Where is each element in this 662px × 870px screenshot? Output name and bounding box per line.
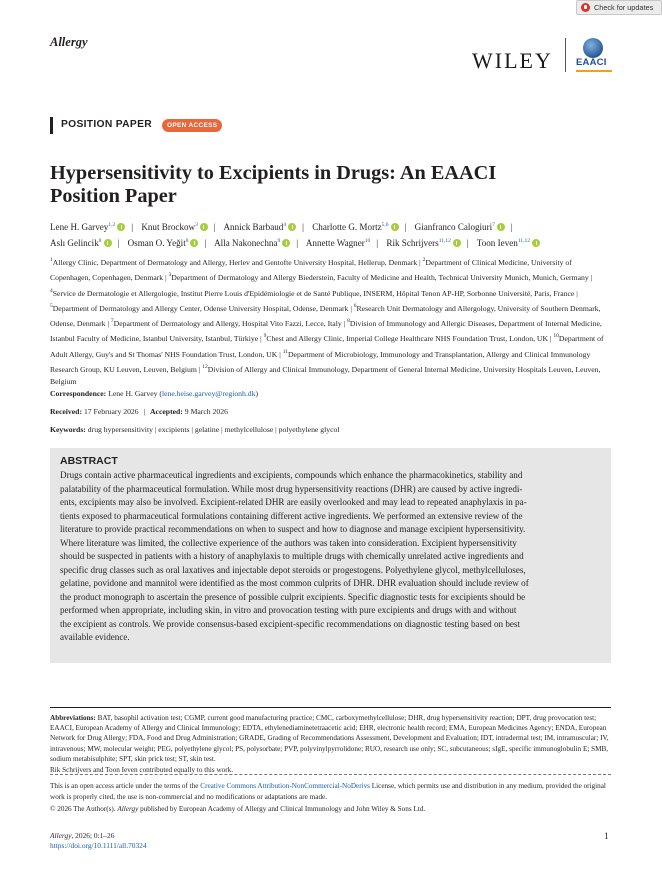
abstract-line: tients exposed to pharmaceutical formulations containing different active ingredients. We performed an extensive review of the xyxy=(60,510,523,521)
open-access-badge: OPEN ACCESS xyxy=(162,119,222,132)
abstract-line: ents, excipients may also be involved. Excipient-related DHR are easily overlooked and may lead to repeated anaphylaxis in pa- xyxy=(60,497,527,507)
license-pre: This is an open access article under the terms of the xyxy=(50,782,201,790)
doi-link[interactable]: https://doi.org/10.1111/all.70324 xyxy=(50,841,147,850)
accepted-date: 9 March 2026 xyxy=(184,407,228,416)
wiley-logo: WILEY xyxy=(472,48,553,73)
abstract-line: gelatine, povidone and mannitol were identified as the most common culprits of DHR. DHR evaluation should include review of xyxy=(60,578,529,588)
orcid-icon[interactable] xyxy=(288,223,296,231)
author-affil-sup: 11,12 xyxy=(438,238,451,244)
author-name[interactable]: Charlotte G. Mortz xyxy=(312,222,382,232)
copyright-journal: Allergy xyxy=(117,804,139,813)
page-number: 1 xyxy=(604,832,609,842)
abstract-line: performed when appropriate, including skin, in vitro and provocation testing with pure excipients and drugs with and without xyxy=(60,605,517,615)
author-name[interactable]: Alla Nakonechna xyxy=(214,238,278,248)
keywords-list: drug hypersensitivity | excipients | gelatine | methylcellulose | polyethylene glycol xyxy=(87,425,340,434)
eaaci-logo-underline xyxy=(576,70,612,72)
affil-sup: 5 xyxy=(50,302,53,309)
affil-sup: 1 xyxy=(50,257,53,263)
author-separator: | xyxy=(302,222,304,232)
correspondence-label: Correspondence: xyxy=(50,389,107,398)
author-affil-sup: 8 xyxy=(185,238,189,244)
title-line-1: Hypersensitivity to Excipients in Drugs: An EAACI xyxy=(50,162,497,184)
abstract-line: specific drug classes such as oral laxatives and injectable depot steroids or progestogens. Polyethylene glycol, methylcelluloses, xyxy=(60,564,526,575)
author-affil-sup: 4 xyxy=(283,222,287,228)
abstract-heading: ABSTRACT xyxy=(60,455,118,467)
affiliation: Department of Adult Allergy, Guy's and St Thomas' NHS Foundation Trust, London, UK xyxy=(50,334,604,359)
copyright-post: published by European Academy of Allergy and Clinical Immunology and John Wiley & Sons Ltd. xyxy=(138,804,426,813)
affiliation: Department of Clinical Medicine, University of Copenhagen, Copenhagen, Denmark xyxy=(50,258,572,283)
author-separator: | xyxy=(466,238,469,248)
logo-divider xyxy=(565,38,566,72)
date-separator: | xyxy=(143,407,146,416)
author-name[interactable]: Knut Brockow xyxy=(141,222,196,232)
abstract-line: palatability of the pharmaceutical formulation. While most drug hypersensitivity reactions (DHR) are caused by active ingredi- xyxy=(60,483,523,494)
author-separator: | xyxy=(404,222,407,232)
abstract-body xyxy=(60,469,603,645)
license-statement xyxy=(50,781,612,804)
footnote-rule xyxy=(50,707,611,708)
author-name[interactable]: Gianfranco Calogiuri xyxy=(414,222,493,232)
eaaci-logo xyxy=(575,38,615,74)
abbrev-label: Abbreviations: xyxy=(50,714,96,722)
affiliation: Division of Allergy and Clinical Immunology, Department of General Internal Medicine, University Hospitals Leuven, Leuven, Belgium xyxy=(50,365,601,387)
abstract-line: available evidence. xyxy=(60,632,130,642)
correspondence-close: ) xyxy=(255,389,259,398)
page-footer xyxy=(50,831,147,851)
abstract-line: Drugs contain active pharmaceutical ingredients and excipients, compounds which enhance the pharmacokinetics, stability and xyxy=(60,470,523,480)
affiliation: Department of Dermatology and Allergy Biederstein, Faculty of Medicine and Health, Technical University Munich, Munich, Germany xyxy=(171,273,589,283)
affil-sup: 10 xyxy=(553,333,559,340)
orcid-icon[interactable] xyxy=(117,223,125,231)
affil-sup: 4 xyxy=(50,287,53,294)
affil-sup: 2 xyxy=(422,257,426,263)
orcid-icon[interactable] xyxy=(190,239,198,247)
orcid-icon[interactable] xyxy=(200,223,208,231)
orcid-icon[interactable] xyxy=(104,239,112,247)
orcid-icon[interactable] xyxy=(282,239,290,247)
author-name[interactable]: Toon Ieven xyxy=(476,238,518,248)
abstract-line: literature to provide practical recommendations on when to suspect and how to diagnose and manage excipient hypersensitivity. xyxy=(60,524,526,534)
affil-sup: 12 xyxy=(202,364,208,371)
affil-sup: 9 xyxy=(263,333,267,340)
license-post: License, which permits use and distribution in any medium, provided the original work is properly cited, the use is non-commercial and no modifications or adaptations are made. xyxy=(50,782,606,802)
author-name[interactable]: Annick Barbaud xyxy=(223,222,284,232)
check-updates-label: Check for updates xyxy=(594,3,654,12)
affil-sup: 3 xyxy=(168,272,172,279)
author-affil-sup: 10 xyxy=(364,238,371,244)
author-separator: | xyxy=(510,222,513,232)
author-list xyxy=(50,218,615,250)
author-affil-sup: 1,2 xyxy=(108,222,116,228)
affiliations: $^1$Allergy Clinic, Department of Dermatology and Allergy, Herlev and Gentofte University Hospital, Hellerup, Denmark | $^2$Department of Clinical Medicine, University of Copenhagen, Copenhagen, Denmark | $^3$Department of Dermatology and Allergy Biederstein, Faculty of Medicine and Health, Technical University Munich, Munich, Germany | $^4$Service de Dermatologie et Allergologie, Institut Pierre Louis d'Epidémiologie et de Santé Publique, INSERM, Hôpital Tenon AP-HP, Sorbonne Université, Paris, France | $^5$Department of Dermatology and Allergy Center, Odense University Hospital, Odense, Denmark | $^6$Research Unit Dermatology and Allergology, University of Southern Denmark, Odense, Denmark | $^7$Department of Dermatology and Allergy, Hospital Vito Fazzi, Lecce, Italy | $^8$Division of Immunology and Allergic Diseases, Department of Internal Medicine, Istanbul Faculty of Medicine, Istanbul University, Istanbul, Türkiye | $^9$Chest and Allergy Clinic, Imperial College Healthcare NHS Foundation Trust, London, UK | $^{10}$Department of Adult Allergy, Guy's and St Thomas' NHS Foundation Trust, London, UK | $^{11}$Department of Microbiology, Immunology and Transplantation, Allergy and Clinical Immunology Research Group, KU Leuven, Leuven, Belgium | $^{12}$Division of Allergy and Clinical Immunology, Department of General Internal Medicine, University Hospitals Leuven, Leuven, Belgium xyxy=(50,257,604,387)
journal-name: Allergy xyxy=(50,35,88,49)
author-name[interactable]: Aslı Gelincik xyxy=(50,238,99,248)
dates xyxy=(50,407,228,416)
author-separator: | xyxy=(296,238,299,248)
affiliation: Department of Microbiology, Immunology and Transplantation, Allergy and Clinical Immunology Research Group, KU Leuven, Leuven, Belgium xyxy=(50,349,591,375)
author-separator: | xyxy=(213,222,216,232)
orcid-icon[interactable] xyxy=(497,223,505,231)
copyright xyxy=(50,804,612,815)
cc-license-link[interactable]: Creative Commons Attribution-NonCommercial-NoDerivs xyxy=(200,782,370,790)
article-type-label: POSITION PAPER xyxy=(61,119,152,130)
author-separator: | xyxy=(131,222,134,232)
affil-sup: 11 xyxy=(282,348,288,355)
affil-sup: 8 xyxy=(347,318,350,325)
affil-sup: 6 xyxy=(353,302,357,309)
license-divider xyxy=(50,774,611,775)
author-separator: | xyxy=(376,238,379,248)
keywords xyxy=(50,425,339,434)
abbreviations xyxy=(50,713,612,775)
author-name[interactable]: Osman O. Yeğit xyxy=(127,238,186,248)
received-date: 17 February 2026 xyxy=(83,407,139,416)
orcid-icon[interactable] xyxy=(532,239,540,247)
author-affil-sup: 11,12 xyxy=(517,238,530,244)
affil-sup: 7 xyxy=(110,318,114,325)
check-for-updates-badge[interactable] xyxy=(576,0,662,15)
eaaci-globe-icon xyxy=(583,38,603,58)
abbrev-text: BAT, basophil activation test; CGMP, current good manufacturing practice; CMC, carboxymethylcellulose; DHR, drug hypersensitivity reaction; DPT, drug provocation test; EAACI, European Academy of Allergy and Clinical Immunology; EDTA, ethylenediaminetetraacetic acid; EHR, electronic health record; EMA, European Medicines Agency; ENDA, European Network for Drug Allergy; FDA, Food and Drug Administration; GRADE, Grading of Recommendations Assessment, Development and Evaluation; IDT, intradermal test; IM, intramuscular; IV, intravenous; MW, molecular weight; PEG, polyethylene glycol; PS, polysorbate; PVP, polyvinylpyrrolidone; RUO, research use only; SC, subcutaneous; sIgE, specific immunoglobulin E; SMB, sodium metabisulphite; SPT, skin prick test; ST, skin test. xyxy=(50,714,609,763)
copyright-pre: © 2026 The Author(s). xyxy=(50,804,118,813)
correspondence xyxy=(50,389,258,398)
author-separator: | xyxy=(204,238,207,248)
author-affil-sup: 7 xyxy=(492,222,495,228)
abstract-line: Where literature was limited, the collective experience of the authors was taken into consideration. Excipient hypersensitivity xyxy=(60,537,517,548)
equal-contribution-note: Rik Schrijvers and Toon Ieven contributed equally to this work. xyxy=(50,766,234,775)
title-line-2: Position Paper xyxy=(50,185,177,207)
abstract-line: should be suspected in patients with a history of anaphylaxis to multiple drugs with chemically unrelated active ingredients and xyxy=(60,551,524,561)
license-notice xyxy=(50,781,612,815)
affiliation: Allergy Clinic, Department of Dermatology and Allergy, Herlev and Gentofte University Hospital, Hellerup, Denmark xyxy=(52,258,418,267)
orcid-icon[interactable] xyxy=(453,239,461,247)
affiliation: Department of Dermatology and Allergy, Hospital Vito Fazzi, Lecce, Italy xyxy=(113,319,342,329)
affiliation: Research Unit Dermatology and Allergology, University of Southern Denmark, Odense, Denmark xyxy=(50,303,601,329)
footer-journal: Allergy xyxy=(50,831,72,840)
author-affil-sup: 9 xyxy=(277,238,281,244)
orcid-icon[interactable] xyxy=(391,223,399,231)
author-line-2 xyxy=(50,234,615,250)
author-line-1 xyxy=(50,218,615,234)
author-name[interactable]: Lene H. Garvey xyxy=(50,222,109,232)
eaaci-logo-text: EAACI xyxy=(576,57,607,68)
affiliation: Division of Immunology and Allergic Diseases, Department of Internal Medicine, Istanbul Faculty of Medicine, Istanbul University, Istanbul, Türkiye xyxy=(50,319,602,344)
author-affil-sup: 8 xyxy=(98,238,102,244)
check-updates-icon xyxy=(581,3,590,12)
received-label: Received: xyxy=(50,407,83,416)
affiliation: Department of Dermatology and Allergy Center, Odense University Hospital, Odense, Denmark xyxy=(52,303,349,313)
author-affil-sup: 5,6 xyxy=(381,222,389,228)
footer-citation: , 2026; 0:1–26 xyxy=(71,831,115,840)
correspondence-email-link[interactable]: lene.heise.garvey@regionh.dk xyxy=(161,389,256,398)
abstract-line: the excipient as controls. We provide consensus-based excipient-specific recommendations on diagnostic testing based on best xyxy=(60,618,520,629)
author-separator: | xyxy=(117,238,120,248)
keywords-label: Keywords: xyxy=(50,425,86,434)
correspondence-name: Lene H. Garvey ( xyxy=(108,389,162,398)
affiliation: Chest and Allergy Clinic, Imperial College Healthcare NHS Foundation Trust, London, UK xyxy=(266,334,549,344)
author-name[interactable]: Rik Schrijvers xyxy=(386,238,439,248)
article-type-marker xyxy=(50,117,53,134)
author-affil-sup: 3 xyxy=(195,222,198,228)
affiliation: Service de Dermatologie et Allergologie, Institut Pierre Louis d'Epidémiologie et de Santé Publique, INSERM, Hôpital Tenon AP-HP, Sorbonne Université, Paris, France xyxy=(52,288,575,298)
accepted-label: Accepted: xyxy=(150,407,183,416)
author-name[interactable]: Annette Wagner xyxy=(305,238,365,248)
abstract-line: the product monograph to ascertain the presence of possible culprit excipients. Specific diagnostic tests for excipients should be xyxy=(60,591,526,602)
article-title xyxy=(50,162,610,208)
